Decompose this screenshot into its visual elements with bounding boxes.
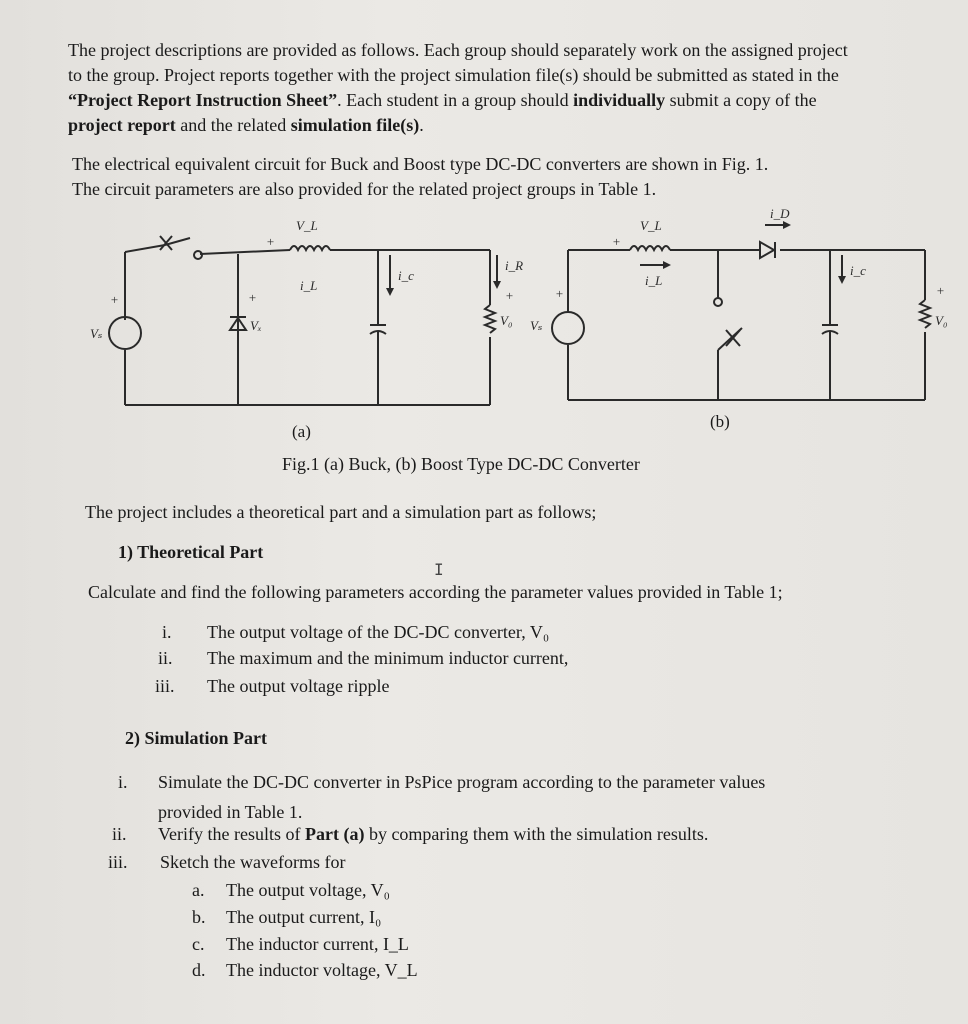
intro-line-4-end: . bbox=[419, 115, 424, 135]
buck-ic-label: i_c bbox=[398, 268, 414, 283]
item-text: The output voltage of the DC-DC converter, V₀ bbox=[207, 622, 550, 642]
buck-vl-label: V_L bbox=[296, 218, 318, 233]
simulation-subitem-c bbox=[192, 932, 409, 956]
item-number: i. bbox=[118, 772, 128, 792]
circuit-intro-line-1: The electrical equivalent circuit for Buck and Boost type DC-DC converters are shown in Fig. 1. bbox=[72, 154, 769, 174]
simulation-item-1 bbox=[118, 770, 765, 794]
buck-vl-plus: + bbox=[266, 234, 275, 249]
simulation-item-3 bbox=[108, 850, 345, 874]
boost-switch-contact-icon bbox=[714, 298, 722, 306]
subitem-text: The output voltage, V₀ bbox=[226, 880, 390, 900]
simulation-subitem-d bbox=[192, 958, 418, 982]
subitem-text: The inductor current, I_L bbox=[226, 934, 409, 954]
simulation-subitem-b bbox=[192, 905, 381, 929]
boost-vo-label: V₀ bbox=[935, 313, 948, 328]
part-a-emphasis: Part (a) bbox=[304, 824, 365, 844]
simulation-item-1-cont bbox=[158, 800, 302, 824]
item-text: Verify the results of bbox=[158, 824, 305, 844]
item-text-end: by comparing them with the simulation results. bbox=[364, 824, 709, 844]
intro-line-3-end: submit a copy of the bbox=[665, 90, 817, 110]
figure-caption: Fig.1 (a) Buck, (b) Boost Type DC-DC Converter bbox=[282, 454, 640, 474]
theoretical-heading: 1) Theoretical Part bbox=[118, 542, 264, 562]
theoretical-item-3 bbox=[155, 674, 389, 698]
theoretical-item-2 bbox=[158, 646, 568, 670]
circuit-intro-line-2: The circuit parameters are also provided for the related project groups in Table 1. bbox=[72, 179, 657, 199]
intro-line-4 bbox=[68, 113, 908, 138]
subitem-letter: d. bbox=[192, 960, 206, 980]
boost-vl-plus: + bbox=[612, 234, 621, 249]
buck-vs-label: Vₛ bbox=[90, 326, 103, 341]
intro-line-3 bbox=[68, 88, 908, 113]
figure-label-b: (b) bbox=[710, 412, 730, 431]
boost-ic-label: i_c bbox=[850, 263, 866, 278]
buck-vx-plus: + bbox=[248, 290, 257, 305]
buck-vx-label: Vₓ bbox=[250, 318, 262, 333]
boost-voltage-source-icon bbox=[552, 312, 584, 344]
individually-emphasis: individually bbox=[573, 90, 666, 110]
boost-vs-label: Vₛ bbox=[530, 318, 543, 333]
item-text: provided in Table 1. bbox=[158, 802, 303, 822]
item-text: Sketch the waveforms for bbox=[160, 852, 346, 872]
intro-line-4-text: and the related bbox=[175, 115, 291, 135]
buck-switch-contact-icon bbox=[194, 251, 202, 259]
item-number: ii. bbox=[158, 648, 173, 668]
intro-paragraph bbox=[68, 38, 908, 138]
project-intro: The project includes a theoretical part and a simulation part as follows; bbox=[85, 502, 597, 522]
buck-vo-label: V₀ bbox=[500, 313, 513, 328]
buck-il-label: i_L bbox=[300, 278, 318, 293]
intro-line-1: The project descriptions are provided as follows. Each group should separately work on the assigned project bbox=[68, 40, 848, 60]
circuit-figure bbox=[0, 200, 968, 420]
boost-vl-label: V_L bbox=[640, 218, 662, 233]
item-number: iii. bbox=[108, 852, 128, 872]
intro-line-2: to the group. Project reports together with the project simulation file(s) should be submitted as stated in the bbox=[68, 65, 839, 85]
boost-vo-plus: + bbox=[936, 283, 945, 298]
theoretical-intro: Calculate and find the following parameters according the parameter values provided in Table 1; bbox=[88, 582, 783, 602]
simulation-heading: 2) Simulation Part bbox=[125, 728, 267, 748]
simulation-subitem-a bbox=[192, 878, 390, 902]
intro-line-3-text: . Each student in a group should bbox=[337, 90, 574, 110]
figure-label-a: (a) bbox=[292, 422, 311, 441]
subitem-letter: b. bbox=[192, 907, 206, 927]
project-report-emphasis: project report bbox=[68, 115, 176, 135]
buck-vo-plus: + bbox=[505, 288, 514, 303]
theoretical-item-1 bbox=[162, 620, 549, 644]
item-text: Simulate the DC-DC converter in PsPice program according to the parameter values bbox=[158, 772, 766, 792]
buck-vs-plus: + bbox=[110, 292, 119, 307]
subitem-letter: a. bbox=[192, 880, 205, 900]
buck-ir-label: i_R bbox=[505, 258, 524, 273]
subitem-letter: c. bbox=[192, 934, 205, 954]
boost-circuit bbox=[568, 246, 930, 400]
boost-vs-plus: + bbox=[555, 286, 564, 301]
simulation-files-emphasis: simulation file(s) bbox=[290, 115, 420, 135]
buck-voltage-source-icon bbox=[109, 317, 141, 349]
boost-diode-icon bbox=[760, 242, 775, 258]
item-number: ii. bbox=[112, 824, 127, 844]
boost-il-label: i_L bbox=[645, 273, 663, 288]
subitem-text: The inductor voltage, V_L bbox=[226, 960, 418, 980]
boost-id-label: i_D bbox=[770, 206, 790, 221]
instruction-sheet-title: “Project Report Instruction Sheet” bbox=[68, 90, 338, 110]
text-cursor-icon: I bbox=[434, 560, 444, 579]
item-number: i. bbox=[162, 622, 172, 642]
buck-circuit bbox=[125, 238, 495, 405]
simulation-item-2 bbox=[112, 822, 708, 846]
subitem-text: The output current, I₀ bbox=[226, 907, 382, 927]
item-number: iii. bbox=[155, 676, 175, 696]
item-text: The output voltage ripple bbox=[207, 676, 390, 696]
circuit-intro-paragraph bbox=[72, 152, 912, 202]
item-text: The maximum and the minimum inductor current, bbox=[207, 648, 569, 668]
